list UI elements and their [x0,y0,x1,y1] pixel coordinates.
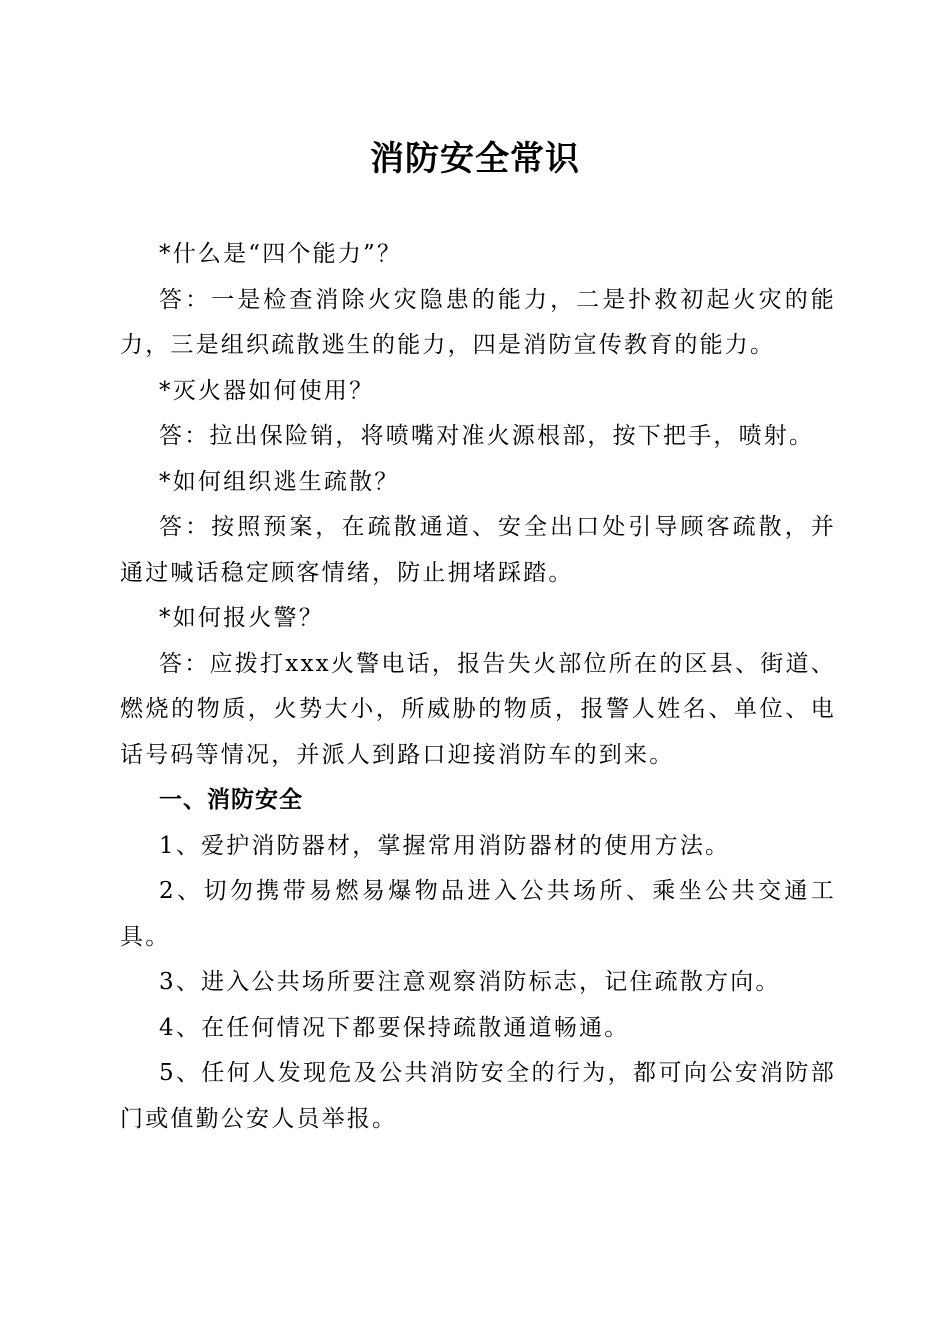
list-item: 5、任何人发现危及公共消防安全的行为，都可向公安消防部门或值勤公安人员举报。 [120,1060,836,1132]
answer-four-abilities: 答：一是检查消除火灾隐患的能力，二是扑救初起火灾的能力，三是组织疏散逃生的能力，四是消防宣传教育的能力。 [120,286,836,358]
list-item: 3、进入公共场所要注意观察消防标志，记住疏散方向。 [159,969,781,995]
document-body [120,232,836,1142]
answer-extinguisher-use: 答：拉出保险销，将喷嘴对准火源根部，按下把手，喷射。 [159,423,815,449]
answer-evacuation: 答：按照预案，在疏散通道、安全出口处引导顾客疏散，并通过喊话稳定顾客情绪，防止拥堵踩踏。 [120,514,836,586]
question-four-abilities: *什么是“四个能力”？ [159,241,403,267]
list-item: 2、切勿携带易燃易爆物品进入公共场所、乘坐公共交通工具。 [120,878,836,950]
question-evacuation: *如何组织逃生疏散？ [159,468,400,495]
section-heading: 一、消防安全 [159,787,303,813]
document-title: 消防安全常识 [370,139,580,179]
answer-fire-report: 答：应拨打xxx火警电话，报告失火部位所在的区县、街道、燃烧的物质，火势大小，所威胁的物质，报警人姓名、单位、电话号码等情况，并派人到路口迎接消防车的到来。 [120,650,836,768]
question-extinguisher-use: *灭火器如何使用？ [159,377,375,404]
list-item: 1、爱护消防器材，掌握常用消防器材的使用方法。 [159,832,731,859]
question-fire-report: *如何报火警？ [159,605,324,631]
list-item: 4、在任何情况下都要保持疏散通道畅通。 [159,1014,630,1041]
